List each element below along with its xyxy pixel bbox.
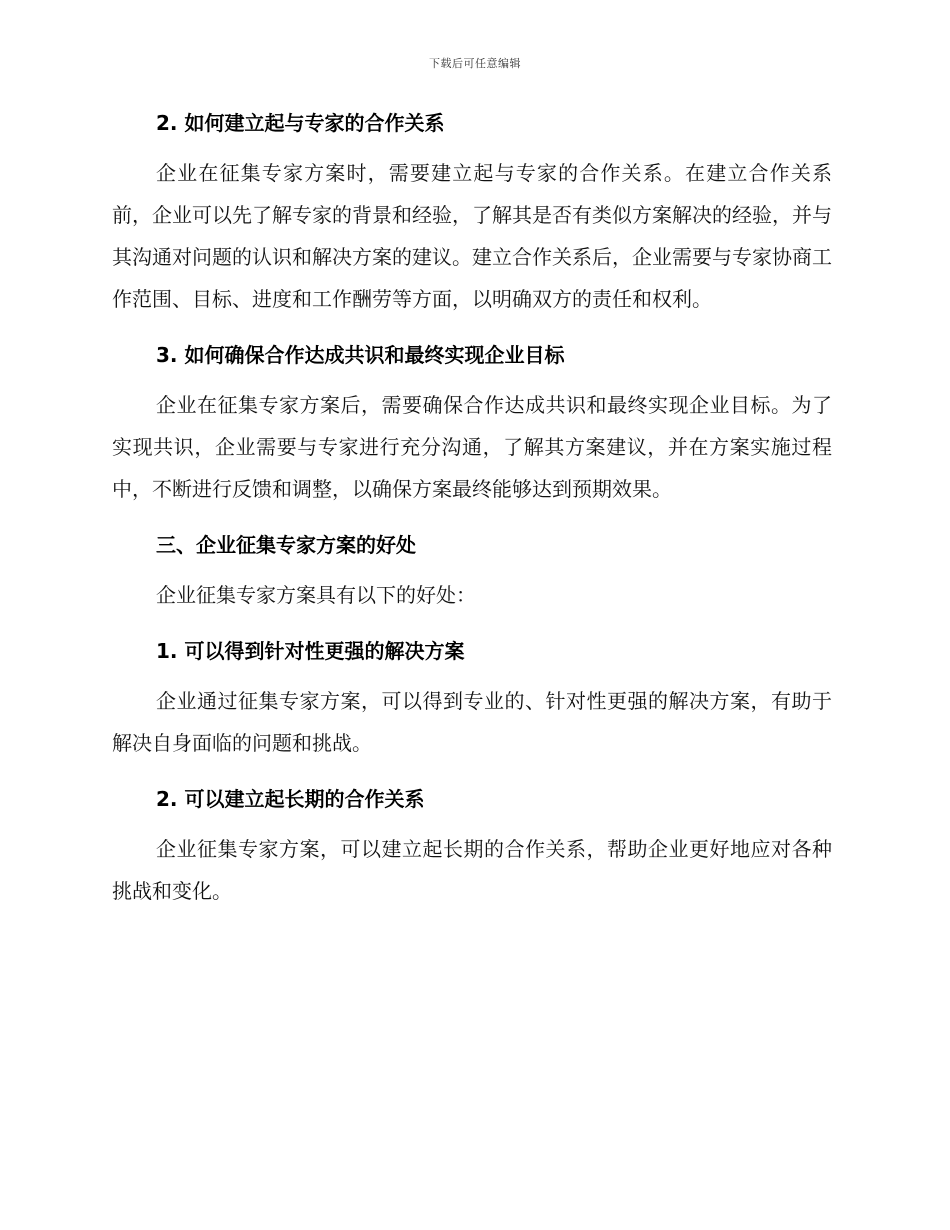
section-paragraph: 企业征集专家方案具有以下的好处： bbox=[156, 583, 476, 607]
section-heading: 1. 可以得到针对性更强的解决方案 bbox=[156, 639, 465, 663]
section-heading: 2. 如何建立起与专家的合作关系 bbox=[156, 111, 445, 135]
section-paragraph: 企业在征集专家方案时，需要建立起与专家的合作关系。在建立合作关系前，企业可以先了解专家的背景和经验，了解其是否有类似方案解决的经验，并与其沟通对问题的认识和解决方案的建议。建立合作关系后，企业需要与专家协商工作范围、目标、进度和工作酬劳等方面，以明确双方的责任和权利。 bbox=[112, 161, 832, 311]
page-header-note: 下载后可任意编辑 bbox=[429, 57, 521, 70]
section-paragraph: 企业征集专家方案，可以建立起长期的合作关系，帮助企业更好地应对各种挑战和变化。 bbox=[112, 837, 832, 903]
section-heading: 2. 可以建立起长期的合作关系 bbox=[156, 787, 425, 811]
document-body bbox=[112, 108, 832, 912]
section-paragraph: 企业通过征集专家方案，可以得到专业的、针对性更强的解决方案，有助于解决自身面临的问题和挑战。 bbox=[112, 689, 832, 755]
section-heading: 三、企业征集专家方案的好处 bbox=[156, 533, 416, 557]
section-paragraph: 企业在征集专家方案后，需要确保合作达成共识和最终实现企业目标。为了实现共识，企业需要与专家进行充分沟通，了解其方案建议，并在方案实施过程中，不断进行反馈和调整，以确保方案最终能够达到预期效果。 bbox=[112, 393, 832, 501]
section-heading: 3. 如何确保合作达成共识和最终实现企业目标 bbox=[156, 343, 565, 367]
